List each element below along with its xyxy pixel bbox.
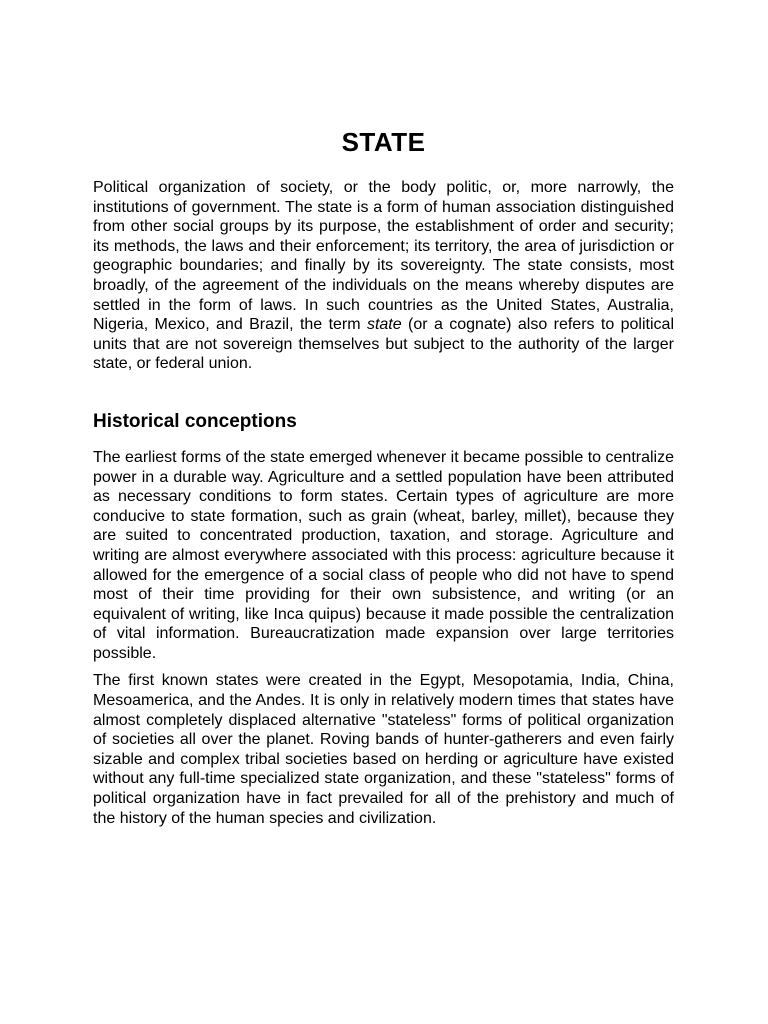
intro-italic-term: state: [366, 316, 402, 334]
paragraph-3: The first known states were created in the Egypt, Mesopotamia, India, China, Mesoamerica, and the Andes. It is only in relatively modern times that states have almost completely displaced alternative "stateless" forms of political organization of societies all over the planet. Roving bands of hunter-gatherers and even fairly sizable and complex tribal societies based on herding or agriculture have existed without any full-time specialized state organization, and these "stateless" forms of political organization have in fact prevailed for all of the prehistory and much of the history of the human species and civilization.: [93, 672, 674, 827]
document-title: STATE: [341, 127, 426, 157]
section-heading: Historical conceptions: [93, 410, 297, 432]
intro-paragraph: [93, 178, 674, 374]
document-page: [93, 126, 674, 828]
intro-text-part2: (or a cognate) also refers to political units that are not sovereign themselves but subject to the authority of the larger state, or federal union.: [93, 316, 674, 373]
paragraph-2: The earliest forms of the state emerged whenever it became possible to centralize power in a durable way. Agriculture and a settled population have been attributed as necessary conditions to form states. Certain types of agriculture are more conducive to state formation, such as grain (wheat, barley, millet), because they are suited to concentrated production, taxation, and storage. Agriculture and writing are almost everywhere associated with this process: agriculture because it allowed for the emergence of a social class of people who did not have to spend most of their time providing for their own subsistence, and writing (or an equivalent of writing, like Inca quipus) because it made possible the centralization of vital information. Bureaucratization made expansion over large territories possible.: [93, 448, 674, 662]
intro-text-part1: Political organization of society, or the body politic, or, more narrowly, the institutions of government. The state is a form of human association distinguished from other social groups by its purpose, the establishment of order and security; its methods, the laws and their enforcement; its territory, the area of jurisdiction or geographic boundaries; and finally by its sovereignty. The state consists, most broadly, of the agreement of the individuals on the means whereby disputes are settled in the form of laws. In such countries as the United States, Australia, Nigeria, Mexico, and Brazil, the term: [93, 179, 674, 334]
